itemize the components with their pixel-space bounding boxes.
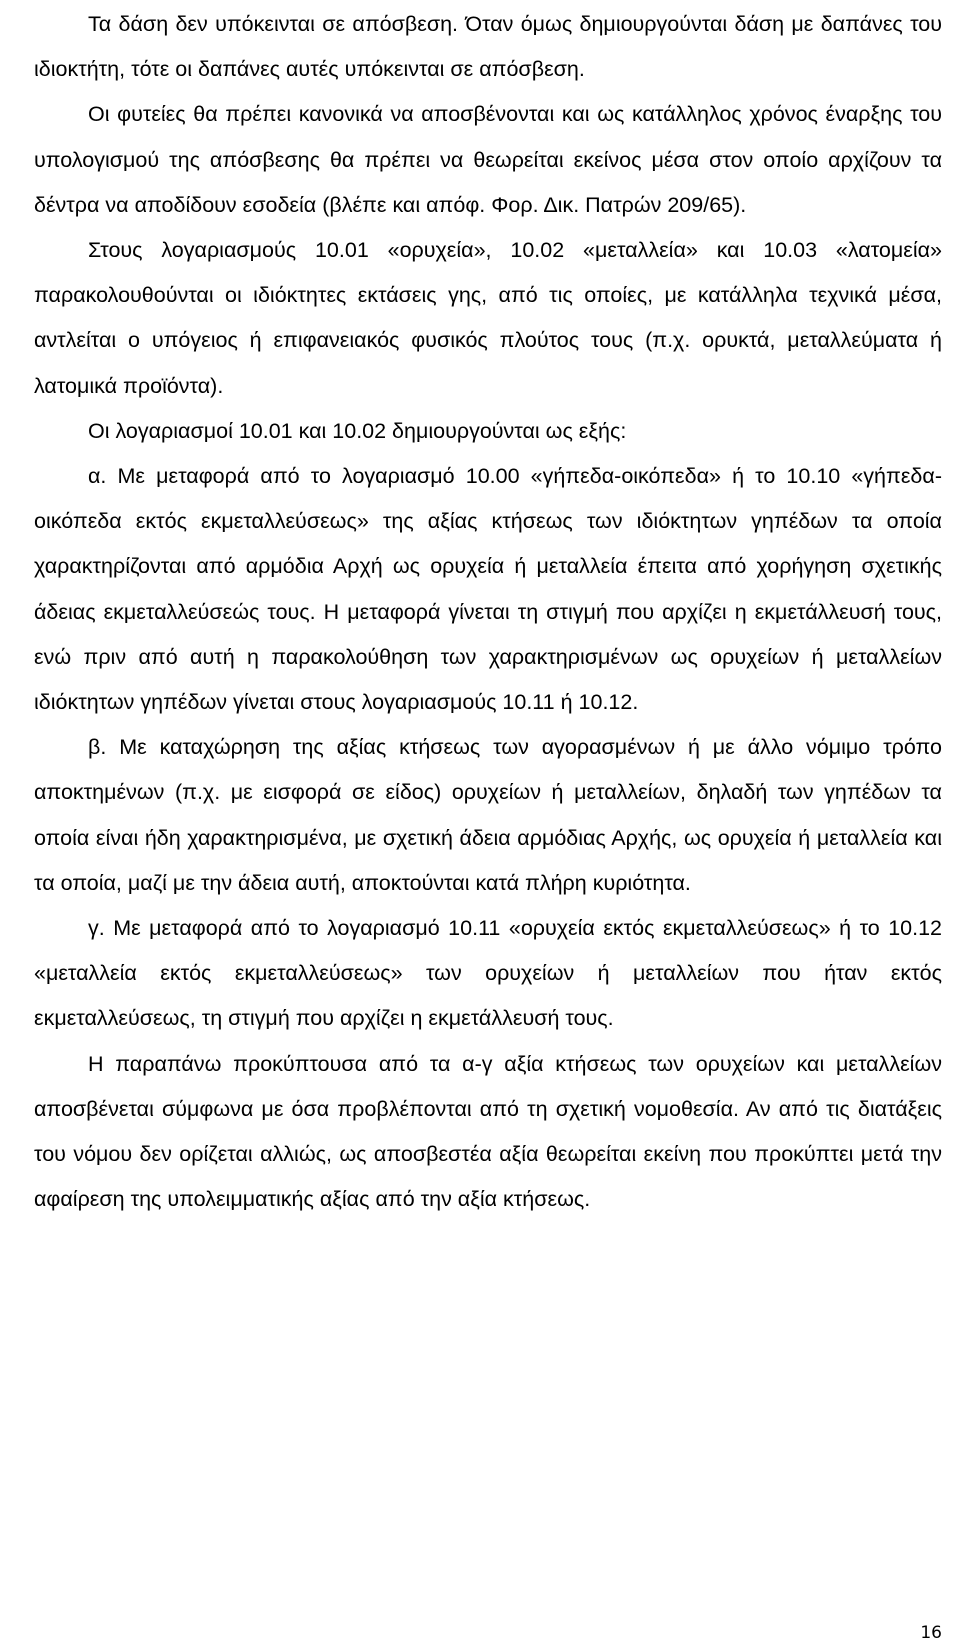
paragraph-item-a: α. Με μεταφορά από το λογαριασμό 10.00 «γήπεδα-οικόπεδα» ή το 10.10 «γήπεδα-οικόπεδα εκτός εκμεταλλεύσεως» της αξίας κτήσεως των ιδιόκτητων γηπέδων τα οποία χαρακτηρίζονται από αρμόδια Αρχή ως ορυχεία ή μεταλλεία έπειτα από χορήγηση σχετικής άδειας εκμεταλλεύσεώς τους. Η μεταφορά γίνεται τη στιγμή που αρχίζει η εκμετάλλευσή τους, ενώ πριν από αυτή η παρακολούθηση των χαρακτηρισμένων ως ορυχείων ή μεταλλείων ιδιόκτητων γηπέδων γίνεται στους λογαριασμούς 10.11 ή 10.12. xyxy=(34,464,942,715)
paragraph-forests: Τα δάση δεν υπόκεινται σε απόσβεση. Όταν όμως δημιουργούνται δάση με δαπάνες του ιδιοκτήτη, τότε οι δαπάνες αυτές υπόκεινται σε απόσβεση. xyxy=(34,12,942,82)
paragraph-plantations: Οι φυτείες θα πρέπει κανονικά να αποσβένονται και ως κατάλληλος χρόνος έναρξης του υπολογισμού της απόσβεσης θα πρέπει να θεωρείται εκείνος μέσα στον οποίο αρχίζουν τα δέντρα να αποδίδουν εσοδεία (βλέπε και απόφ. Φορ. Δικ. Πατρών 209/65). xyxy=(34,102,942,217)
paragraph-item-b: β. Με καταχώρηση της αξίας κτήσεως των αγορασμένων ή με άλλο νόμιμο τρόπο αποκτημένων (π.χ. με εισφορά σε είδος) ορυχείων ή μεταλλείων, δηλαδή των γηπέδων τα οποία είναι ήδη χαρακτηρισμένα, με σχετική άδεια αρμόδιας Αρχής, ως ορυχεία ή μεταλλεία και τα οποία, μαζί με την άδεια αυτή, αποκτούνται κατά πλήρη κυριότητα. xyxy=(34,735,942,895)
paragraph-accounts-creation: Οι λογαριασμοί 10.01 και 10.02 δημιουργούνται ως εξής: xyxy=(88,418,627,443)
document-body xyxy=(34,2,942,1222)
paragraph-mines-accounts: Στους λογαριασμούς 10.01 «ορυχεία», 10.02 «μεταλλεία» και 10.03 «λατομεία» παρακολουθούνται οι ιδιόκτητες εκτάσεις γης, από τις οποίες, με κατάλληλα τεχνικά μέσα, αντλείται ο υπόγειος ή επιφανειακός φυσικός πλούτος τους (π.χ. ορυκτά, μεταλλεύματα ή λατομικά προϊόντα). xyxy=(34,238,942,398)
paragraph-depreciation: Η παραπάνω προκύπτουσα από τα α-γ αξία κτήσεως των ορυχείων και μεταλλείων αποσβένεται σύμφωνα με όσα προβλέπονται από τη σχετική νομοθεσία. Αν από τις διατάξεις του νόμου δεν ορίζεται αλλιώς, ως αποσβεστέα αξία θεωρείται εκείνη που προκύπτει μετά την αφαίρεση της υπολειμματικής αξίας από την αξία κτήσεως. xyxy=(34,1051,942,1212)
paragraph-item-c: γ. Με μεταφορά από το λογαριασμό 10.11 «ορυχεία εκτός εκμεταλλεύσεως» ή το 10.12 «μεταλλεία εκτός εκμεταλλεύσεως» των ορυχείων ή μεταλλείων που ήταν εκτός εκμεταλλεύσεως, τη στιγμή που αρχίζει η εκμετάλλευσή τους. xyxy=(34,916,942,1031)
page-number: 16 xyxy=(920,1623,942,1643)
